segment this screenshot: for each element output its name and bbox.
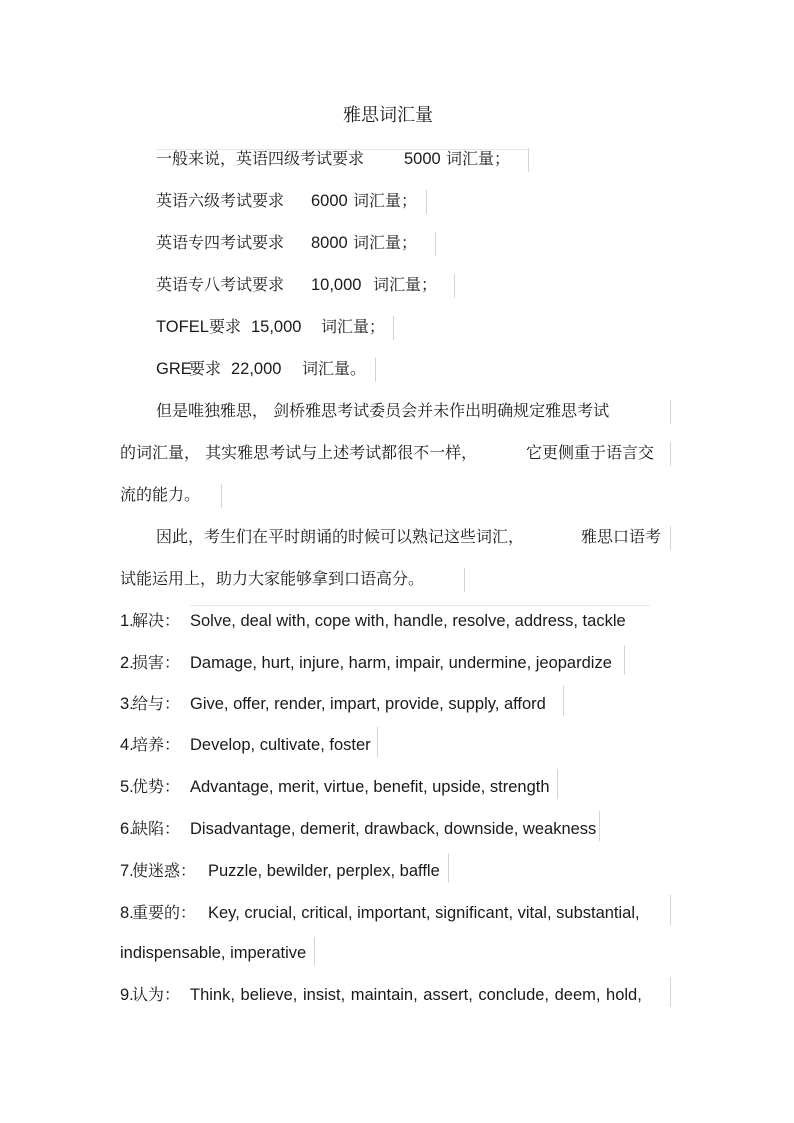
- intro-line-4: 英语专八考试要求: [156, 275, 285, 294]
- frame-bar: [314, 937, 315, 965]
- vocab-term: 缺陷：: [132, 819, 181, 838]
- vocab-words: Develop, cultivate, foster: [190, 736, 371, 754]
- intro-line-6-prefix: GRE: [156, 360, 192, 378]
- intro-line-4-suffix: 词汇量；: [373, 275, 438, 294]
- vocab-number: 3.: [120, 695, 134, 713]
- frame-bar: [670, 977, 671, 1007]
- vocab-words: Think, believe, insist, maintain, assert, conclude, deem, hold,: [190, 986, 642, 1004]
- vocab-words: Disadvantage, demerit, drawback, downside, weakness: [190, 820, 597, 838]
- vocab-number: 9.: [120, 986, 134, 1004]
- intro-line-1-number: 5000: [404, 150, 441, 168]
- vocab-words: Give, offer, render, impart, provide, supply, afford: [190, 695, 546, 713]
- frame-bar: [670, 442, 671, 466]
- frame-bar: [528, 148, 529, 172]
- frame-bar: [464, 568, 465, 592]
- frame-bar: [448, 853, 449, 883]
- frame-bar: [557, 769, 558, 799]
- page-title: 雅思词汇量: [343, 105, 433, 126]
- intro-line-3-number: 8000: [311, 234, 348, 252]
- frame-bar: [670, 526, 671, 550]
- vocab-number: 8.: [120, 904, 134, 922]
- frame-bar: [624, 645, 625, 675]
- intro-line-6-number: 22,000: [231, 360, 282, 378]
- intro-line-6-mid: 要求: [189, 359, 222, 378]
- vocab-words: Puzzle, bewilder, perplex, baffle: [208, 862, 440, 880]
- intro-line-1: 一般来说，英语四级考试要求: [156, 149, 365, 168]
- vocab-term: 损害：: [132, 653, 181, 672]
- intro-line-5-prefix: TOFEL: [156, 318, 209, 336]
- frame-bar: [670, 400, 671, 424]
- vocab-number: 7.: [120, 862, 134, 880]
- vocab-words: Damage, hurt, injure, harm, impair, undermine, jeopardize: [190, 654, 612, 672]
- paragraph-2-line-1a: 因此，考生们在平时朗诵的时候可以熟记这些词汇，: [156, 527, 525, 546]
- frame-bar: [377, 727, 378, 757]
- intro-line-3: 英语专四考试要求: [156, 233, 285, 252]
- paragraph-2-line-1b: 雅思口语考: [581, 527, 662, 546]
- frame-bar: [375, 358, 376, 382]
- vocab-number: 5.: [120, 778, 134, 796]
- paragraph-1-line-2a: 的词汇量， 其实雅思考试与上述考试都很不一样，: [120, 443, 478, 462]
- paragraph-1-line-2b: 它更侧重于语言交: [526, 443, 655, 462]
- vocab-number: 4.: [120, 736, 134, 754]
- paragraph-1-line-1: 但是唯独雅思， 剑桥雅思考试委员会并未作出明确规定雅思考试: [156, 401, 610, 420]
- frame-bar: [599, 811, 600, 841]
- vocab-words: Solve, deal with, cope with, handle, resolve, address, tackle: [190, 612, 626, 630]
- intro-line-5-mid: 要求: [209, 317, 242, 336]
- vocab-number: 6.: [120, 820, 134, 838]
- frame-bar: [393, 316, 394, 340]
- frame-line: [190, 605, 650, 606]
- vocab-term: 优势：: [132, 777, 181, 796]
- paragraph-1-line-3: 流的能力。: [120, 485, 201, 504]
- intro-line-5-suffix: 词汇量；: [321, 317, 386, 336]
- frame-bar: [670, 895, 671, 925]
- intro-line-2: 英语六级考试要求: [156, 191, 285, 210]
- vocab-term: 解决：: [132, 611, 181, 630]
- vocab-term: 使迷惑：: [132, 861, 197, 880]
- vocab-term: 重要的：: [132, 903, 197, 922]
- vocab-term: 培养：: [132, 735, 181, 754]
- vocab-term: 认为：: [132, 985, 181, 1004]
- intro-line-4-number: 10,000: [311, 276, 362, 294]
- intro-line-3-suffix: 词汇量；: [353, 233, 418, 252]
- intro-line-1-suffix: 词汇量；: [446, 149, 511, 168]
- intro-line-2-number: 6000: [311, 192, 348, 210]
- intro-line-2-suffix: 词汇量；: [353, 191, 418, 210]
- vocab-number: 1.: [120, 612, 134, 630]
- intro-line-5-number: 15,000: [251, 318, 302, 336]
- vocab-words: Advantage, merit, virtue, benefit, upside, strength: [190, 778, 550, 796]
- frame-bar: [426, 190, 427, 214]
- frame-bar: [563, 686, 564, 716]
- vocab-words-continued: indispensable, imperative: [120, 944, 307, 962]
- frame-bar: [435, 232, 436, 256]
- frame-bar: [454, 274, 455, 298]
- intro-line-6-suffix: 词汇量。: [302, 359, 367, 378]
- paragraph-2-line-2: 试能运用上，助力大家能够拿到口语高分。: [120, 569, 425, 588]
- vocab-words: Key, crucial, critical, important, significant, vital, substantial,: [208, 904, 640, 922]
- vocab-number: 2.: [120, 654, 134, 672]
- frame-bar: [221, 484, 222, 508]
- vocab-term: 给与：: [132, 694, 181, 713]
